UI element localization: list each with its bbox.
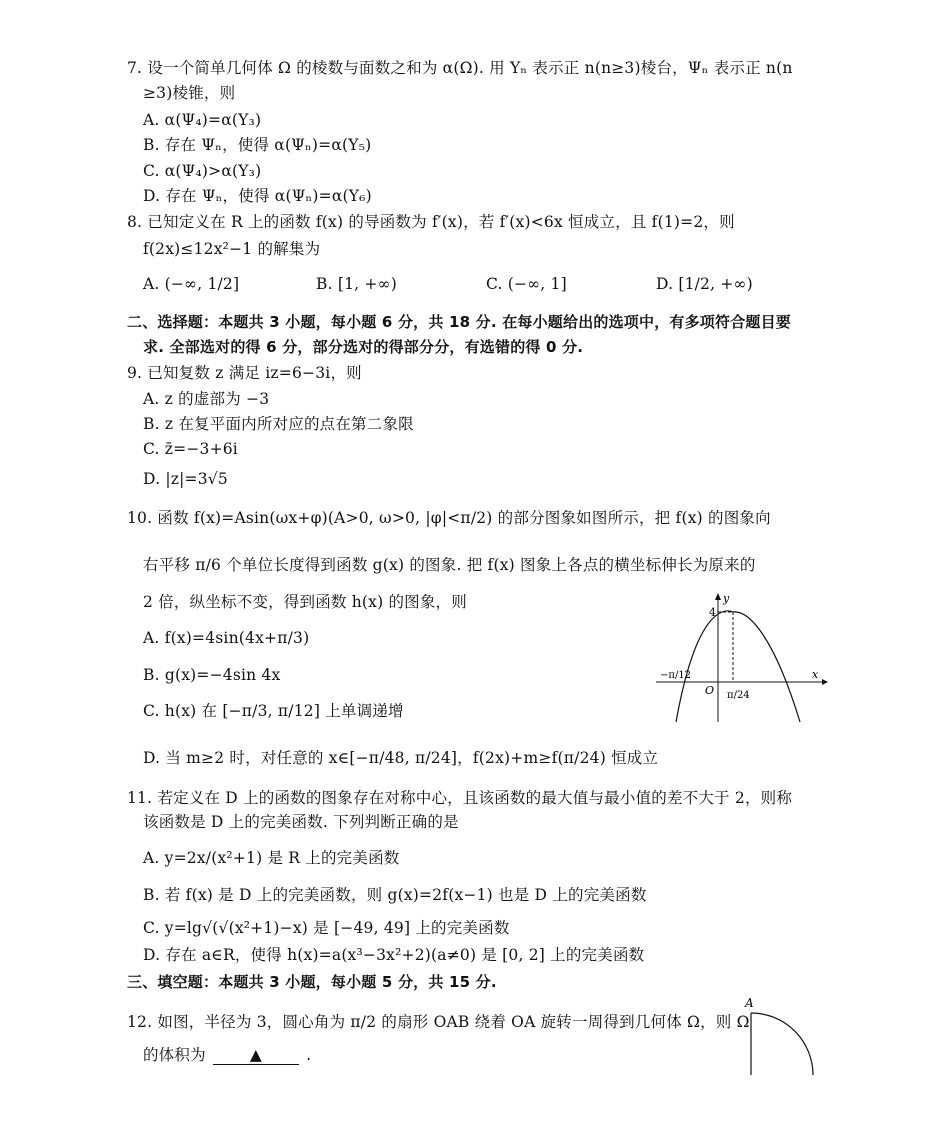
figure-arc <box>751 1013 813 1075</box>
section2-heading-line1: 二、选择题：本题共 3 小题，每小题 6 分，共 18 分. 在每小题给出的选项中，有多项符合题目要 <box>127 313 792 331</box>
q9-option-c: C. z̄=−3+6i <box>143 440 238 458</box>
q11-stem-line1: 11. 若定义在 D 上的函数的图象存在对称中心，且该函数的最大值与最小值的差不大于 2，则称 <box>127 789 793 807</box>
graph-peak-x-label: π/24 <box>727 690 750 701</box>
graph-x-arrow <box>822 679 828 685</box>
q11-option-c: C. y=lg√(√(x²+1)−x) 是 [−49, 49] 上的完美函数 <box>143 919 510 937</box>
q9-option-d: D. |z|=3√5 <box>143 470 228 488</box>
q10-sine-graph <box>650 590 830 725</box>
graph-max-label: 4 <box>709 606 716 619</box>
section3-heading: 三、填空题：本题共 3 小题，每小题 5 分，共 15 分. <box>127 973 497 991</box>
q12-sector-figure <box>735 995 825 1075</box>
q12-stem-line2 <box>143 1045 311 1065</box>
q7-option-d: D. 存在 Ψₙ，使得 α(Ψₙ)=α(Υ₆) <box>143 187 372 205</box>
q12-stem-line1: 12. 如图，半径为 3，圆心角为 π/2 的扇形 OAB 绕着 OA 旋转一周得到几何体 Ω，则 Ω <box>127 1013 750 1031</box>
q9-option-a: A. z 的虚部为 −3 <box>143 390 270 408</box>
q9-stem: 9. 已知复数 z 满足 iz=6−3i，则 <box>127 364 362 382</box>
section2-heading-line2: 求. 全部选对的得 6 分，部分选对的得部分分，有选错的得 0 分. <box>143 338 584 356</box>
q10-option-c: C. h(x) 在 [−π/3, π/12] 上单调递增 <box>143 702 404 720</box>
graph-curve <box>676 611 800 722</box>
figure-label-a: A <box>745 996 754 1010</box>
q10-stem-line3: 2 倍，纵坐标不变，得到函数 h(x) 的图象，则 <box>143 593 467 611</box>
graph-origin-label: O <box>705 684 715 697</box>
q9-option-b: B. z 在复平面内所对应的点在第二象限 <box>143 415 414 433</box>
q8-option-a: A. (−∞, 1/2] <box>143 275 240 293</box>
q12-blank-mark: ▲ <box>249 1046 263 1064</box>
q7-stem-line1: 7. 设一个简单几何体 Ω 的棱数与面数之和为 α(Ω). 用 Υₙ 表示正 n(n≥3)棱台，Ψₙ 表示正 n(n <box>127 59 793 77</box>
q8-stem-line2: f(2x)≤12x²−1 的解集为 <box>143 240 321 258</box>
q7-option-c: C. α(Ψ₄)>α(Υ₃) <box>143 162 262 180</box>
q7-stem-line2: ≥3)棱锥，则 <box>143 84 236 102</box>
q10-option-d: D. 当 m≥2 时，对任意的 x∈[−π/48, π/24]，f(2x)+m≥f(π/24) 恒成立 <box>143 749 659 767</box>
graph-left-root-label: −π/12 <box>660 670 692 681</box>
q10-option-a: A. f(x)=4sin(4x+π/3) <box>143 629 310 647</box>
q8-option-b: B. [1, +∞) <box>316 275 397 293</box>
q8-option-c: C. (−∞, 1] <box>486 275 567 293</box>
q11-option-a: A. y=2x/(x²+1) 是 R 上的完美函数 <box>143 849 400 867</box>
q12-stem-suffix: . <box>306 1046 312 1064</box>
q11-option-d: D. 存在 a∈R，使得 h(x)=a(x³−3x²+2)(a≠0) 是 [0, 2] 上的完美函数 <box>143 946 645 964</box>
q10-stem-line2: 右平移 π/6 个单位长度得到函数 g(x) 的图象. 把 f(x) 图象上各点的横坐标伸长为原来的 <box>143 556 756 574</box>
graph-y-arrow <box>715 593 721 600</box>
q10-option-b: B. g(x)=−4sin 4x <box>143 666 281 684</box>
q8-stem-line1: 8. 已知定义在 R 上的函数 f(x) 的导函数为 f′(x)，若 f′(x)<6x 恒成立，且 f(1)=2，则 <box>127 213 735 231</box>
q7-option-b: B. 存在 Ψₙ，使得 α(Ψₙ)=α(Υ₅) <box>143 136 372 154</box>
q7-option-a: A. α(Ψ₄)=α(Υ₃) <box>143 111 262 129</box>
q12-stem-prefix: 的体积为 <box>143 1046 206 1064</box>
q11-stem-line2: 该函数是 D 上的完美函数. 下列判断正确的是 <box>143 813 459 831</box>
q10-stem-line1: 10. 函数 f(x)=Asin(ωx+φ)(A>0, ω>0, |φ|<π/2) 的部分图象如图所示，把 f(x) 的图象向 <box>127 509 771 527</box>
q11-option-b: B. 若 f(x) 是 D 上的完美函数，则 g(x)=2f(x−1) 也是 D 上的完美函数 <box>143 886 647 904</box>
graph-x-label: x <box>812 668 819 681</box>
graph-y-label: y <box>723 592 730 605</box>
q12-answer-blank[interactable] <box>213 1046 299 1065</box>
q8-option-d: D. [1/2, +∞) <box>656 275 753 293</box>
